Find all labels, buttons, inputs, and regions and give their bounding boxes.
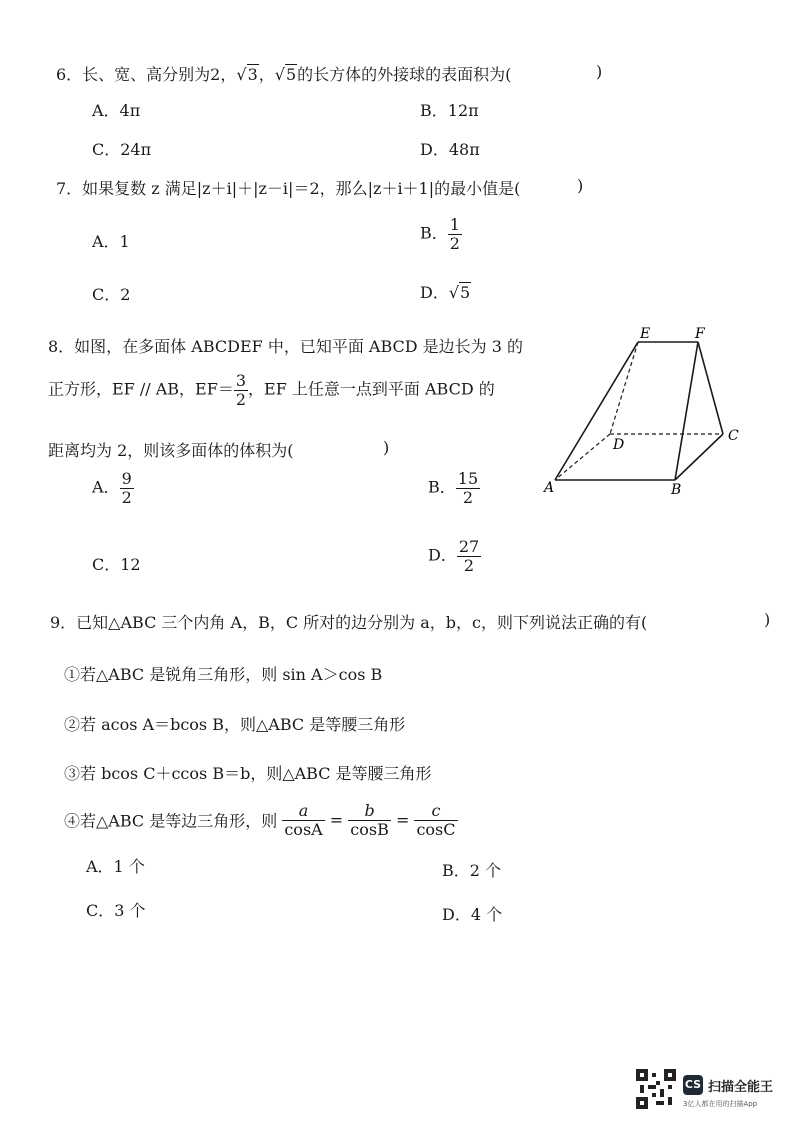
q6-option-a: A．4π [92,101,141,120]
camscanner-logo: CS [683,1075,703,1095]
camscanner-name: 扫描全能王 [708,1080,774,1095]
edge-fb [675,342,698,480]
q6-stem-b: 的长方体的外接球的表面积为( [297,65,512,84]
polyhedron-figure [540,322,750,502]
q6-option-c: C．24π [92,140,152,159]
q9-statement-2: ②若 acos A＝bcos B，则△ABC 是等腰三角形 [64,715,406,734]
fraction-c-over-cosc: $\frac{c}{\cos C}$ [416,801,456,839]
edge-fc [698,342,723,434]
q8-paren-close: ) [383,438,390,457]
vertex-label-e: E [640,326,651,342]
q8-option-d: D． $\frac{27}{2}$ [428,537,480,575]
q6-paren-close: ) [596,62,603,81]
sqrt-5: √5 [274,65,297,84]
fraction-one-half: $\frac{1}{2}$ [449,215,460,253]
vertex-label-c: C [728,428,739,444]
vertex-label-a: A [544,480,555,496]
vertex-label-d: D [613,437,625,453]
q7-paren-close: ) [577,176,584,195]
q9-option-c: C．3 个 [86,901,146,920]
q9-statement-1: ①若△ABC 是锐角三角形，则 sin A＞cos B [64,665,383,684]
edge-da-hidden [555,434,610,480]
sqrt-3: √3 [236,65,258,84]
fraction-a-over-cosa: $\frac{a}{\cos A}$ [284,801,323,839]
question-7-stem: 7．如果复数 z 满足|z＋i|＋|z－i|＝2，那么|z＋i＋1|的最小值是( [56,179,521,198]
q8-option-c: C．12 [92,555,141,574]
fraction-three-halves: $\frac{3}{2}$ [235,371,247,409]
q9-option-d: D．4 个 [442,905,503,924]
question-9-stem: 9．已知△ABC 三个内角 A，B，C 所对的边分别为 a，b，c，则下列说法正确的有( [50,613,648,632]
q7-option-c: C．2 [92,285,131,304]
fraction-b-over-cosb: $\frac{b}{\cos B}$ [350,801,389,839]
qr-code [636,1069,676,1109]
q8-option-a: A． $\frac{9}{2}$ [92,469,132,507]
q7-option-a: A．1 [92,232,130,251]
q9-statement-3: ③若 bcos C＋ccos B＝b，则△ABC 是等腰三角形 [64,764,432,783]
question-8-line-2: 正方形，EF // AB，EF＝ $\frac{3}{2}$ ，EF 上任意一点到平面 ABCD 的 [48,371,495,409]
q7-option-d: D．√5 [420,283,471,302]
vertex-label-f: F [695,326,705,342]
q6-option-b: B．12π [420,101,479,120]
vertex-label-b: B [671,482,682,498]
question-6-stem: 6．长、宽、高分别为2，√3，√5的长方体的外接球的表面积为( [56,65,512,84]
question-8-line-3: 距离均为 2，则该多面体的体积为( [48,441,294,460]
q8-option-b: B． $\frac{15}{2}$ [428,469,479,507]
sqrt-5-option: √5 [448,283,471,302]
question-8-line-1: 8．如图，在多面体 ABCDEF 中，已知平面 ABCD 是边长为 3 的 [48,337,524,356]
q9-option-a: A．1 个 [86,857,145,876]
q7-option-b: B． $\frac{1}{2}$ [420,215,460,253]
edge-ed-hidden [610,342,638,434]
camscanner-tagline: 3亿人都在用的扫描App [683,1100,758,1108]
q9-statement-4: ④若△ABC 是等边三角形，则 $\frac{a}{\cos A}$ = $\frac{b}{\cos B}$ = $\frac{c}{\cos C}$ [64,801,456,839]
q9-paren-close: ) [764,610,771,629]
q6-stem-a: 6．长、宽、高分别为2， [56,65,237,84]
q6-option-d: D．48π [420,140,480,159]
edge-ea [555,342,638,480]
q9-option-b: B．2 个 [442,861,502,880]
